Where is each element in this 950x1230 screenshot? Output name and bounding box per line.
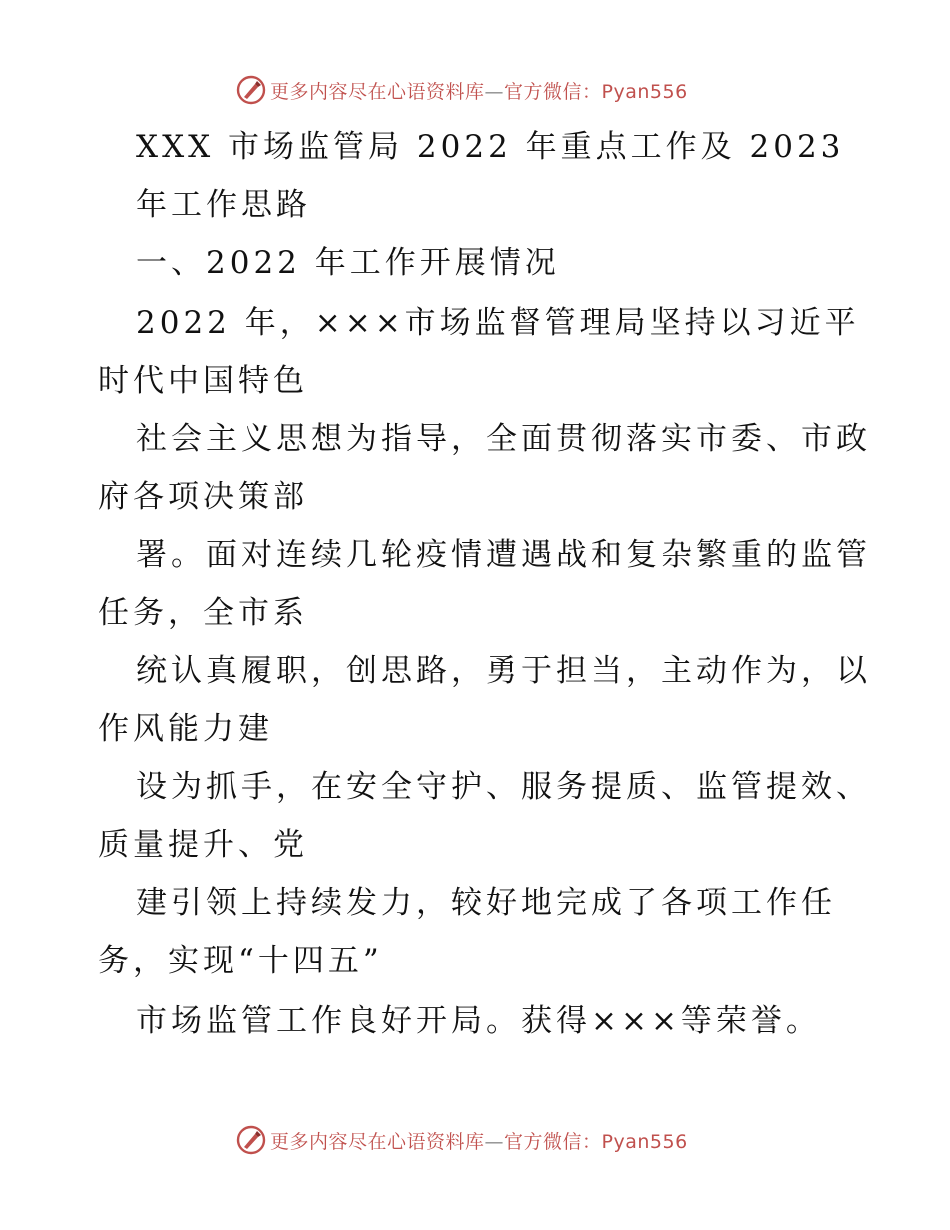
- footer-watermark: [236, 1123, 688, 1157]
- document-title-line-2: 年工作思路: [136, 187, 311, 223]
- paragraph-line: 作风能力建: [98, 711, 273, 747]
- pen-logo-icon: [236, 75, 266, 105]
- watermark-wechat-id: Pyan556: [601, 1130, 688, 1153]
- header-watermark: [236, 73, 688, 107]
- document-title-line-1: XXX 市场监管局 2022 年重点工作及 2023: [136, 129, 845, 165]
- paragraph-line: 务，实现“十四五”: [98, 943, 383, 979]
- paragraph-line: 统认真履职，创思路，勇于担当，主动作为，以: [136, 653, 871, 689]
- paragraph-line: 府各项决策部: [98, 479, 308, 515]
- paragraph-line: 市场监管工作良好开局。获得×××等荣誉。: [136, 1003, 821, 1039]
- pen-logo-icon: [236, 1125, 266, 1155]
- paragraph-line: 任务，全市系: [98, 595, 308, 631]
- section-heading: 一、2022 年工作开展情况: [136, 245, 560, 281]
- paragraph-line: 时代中国特色: [98, 363, 308, 399]
- paragraph-line: 社会主义思想为指导，全面贯彻落实市委、市政: [136, 421, 871, 457]
- watermark-text: 更多内容尽在心语资料库: [270, 1130, 485, 1153]
- paragraph-line: 2022 年，×××市场监督管理局坚持以习近平: [136, 305, 860, 341]
- watermark-wechat-id: Pyan556: [601, 80, 688, 103]
- watermark-wechat-label: 官方微信：: [504, 1130, 602, 1153]
- watermark-separator: —: [484, 80, 505, 103]
- paragraph-line: 质量提升、党: [98, 827, 308, 863]
- watermark-wechat-label: 官方微信：: [504, 80, 602, 103]
- paragraph-line: 署。面对连续几轮疫情遭遇战和复杂繁重的监管: [136, 537, 871, 573]
- watermark-text: 更多内容尽在心语资料库: [270, 80, 485, 103]
- paragraph-line: 建引领上持续发力，较好地完成了各项工作任: [136, 885, 836, 921]
- paragraph-line: 设为抓手，在安全守护、服务提质、监管提效、: [136, 769, 871, 805]
- watermark-separator: —: [484, 1130, 505, 1153]
